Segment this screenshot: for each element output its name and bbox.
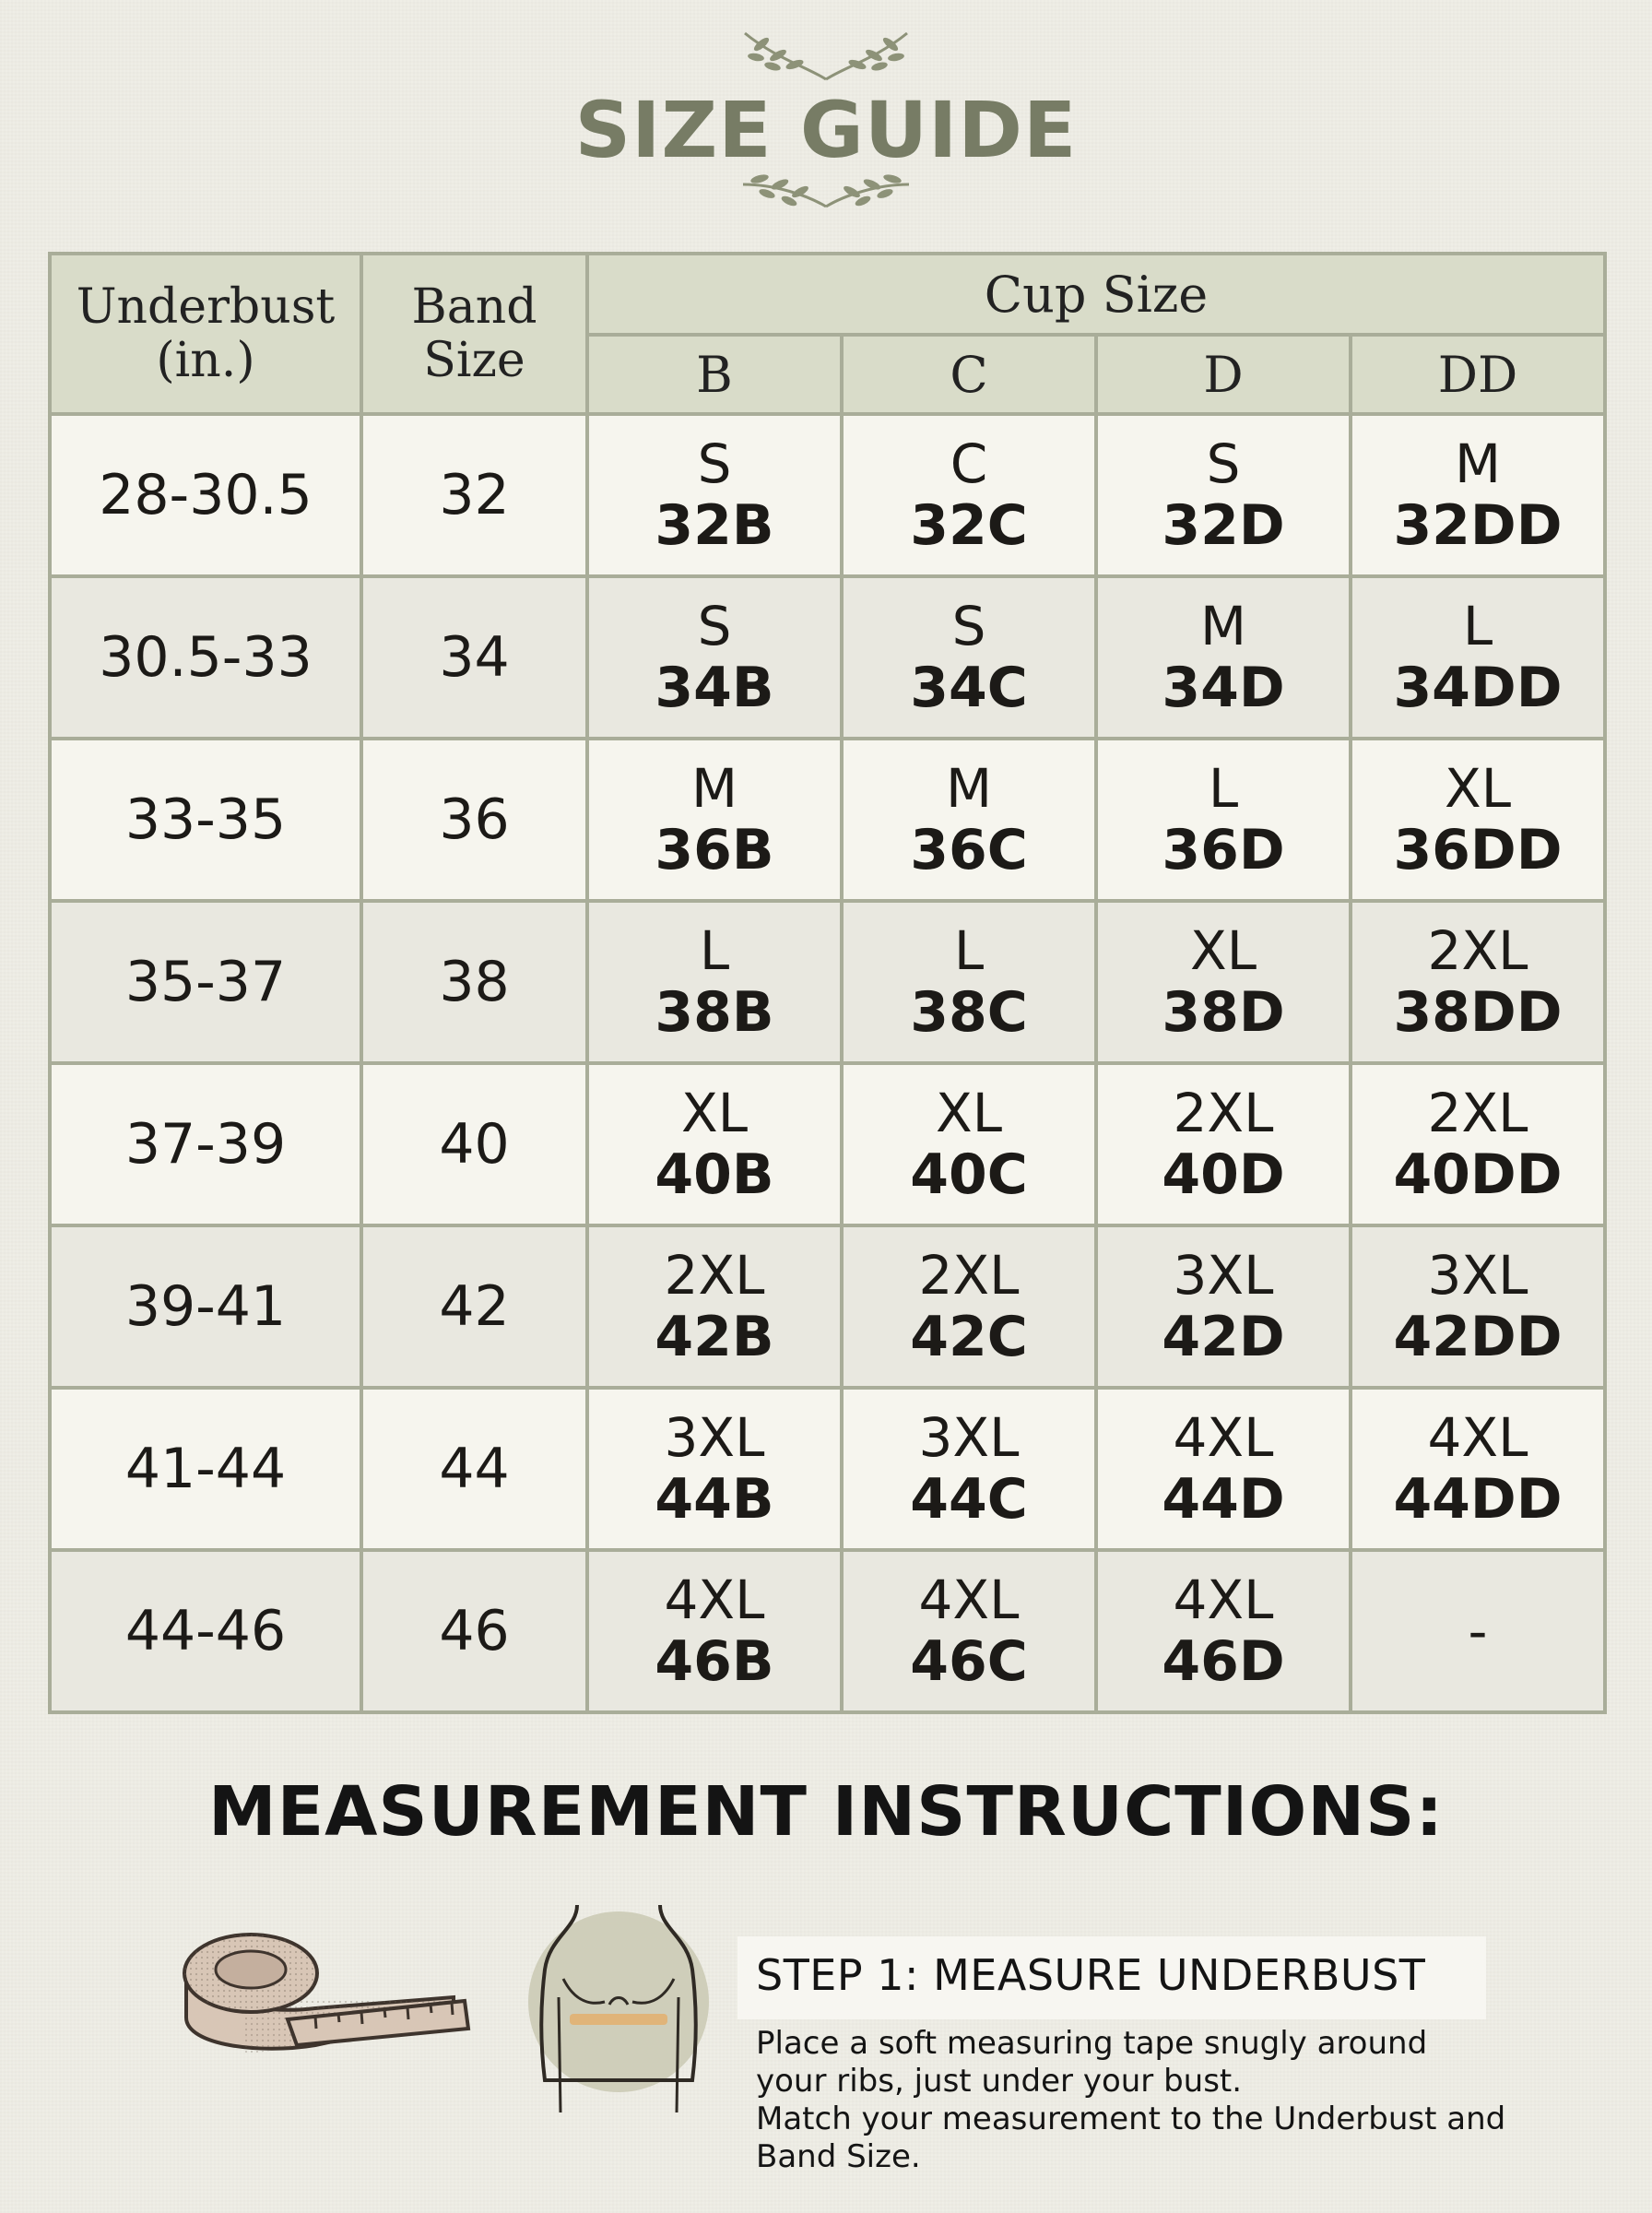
laurel-bottom-icon xyxy=(734,164,918,219)
size-cell xyxy=(1351,901,1605,1063)
size-cell xyxy=(1096,1388,1351,1550)
size-label: M xyxy=(1199,595,1247,657)
size-label: 4XL xyxy=(1173,1406,1274,1469)
bra-size-code: 42DD xyxy=(1393,1305,1563,1369)
table-row xyxy=(50,901,1605,1063)
bra-size-code: 40C xyxy=(910,1142,1028,1207)
header-cup-size: Cup Size xyxy=(587,254,1605,335)
bra-size-code: 36D xyxy=(1162,818,1285,882)
bra-size-code: 32DD xyxy=(1393,493,1563,558)
bra-size-code: 42D xyxy=(1162,1305,1285,1369)
band-size: 40 xyxy=(361,1063,587,1225)
size-label: M xyxy=(1454,432,1502,495)
band-size: 42 xyxy=(361,1225,587,1388)
size-cell xyxy=(587,414,842,576)
band-size: 38 xyxy=(361,901,587,1063)
size-label: 4XL xyxy=(1173,1568,1274,1631)
underbust-range: 33-35 xyxy=(50,739,361,901)
bra-size-code: 42B xyxy=(655,1305,774,1369)
size-label: 2XL xyxy=(664,1244,765,1307)
size-cell xyxy=(842,1550,1096,1712)
bra-size-code: 44C xyxy=(910,1467,1028,1532)
size-label: M xyxy=(945,757,993,820)
bra-size-code: 36DD xyxy=(1393,818,1563,882)
step1-line: your ribs, just under your bust. xyxy=(756,2063,1243,2100)
size-label: 2XL xyxy=(1173,1082,1274,1144)
underbust-range: 41-44 xyxy=(50,1388,361,1550)
band-size: 44 xyxy=(361,1388,587,1550)
band-size: 36 xyxy=(361,739,587,901)
bra-size-code: 34DD xyxy=(1393,656,1563,720)
bra-size-code: 40DD xyxy=(1393,1142,1563,1207)
bra-size-code: 32D xyxy=(1162,493,1285,558)
size-cell xyxy=(1351,1388,1605,1550)
size-cell xyxy=(1351,576,1605,739)
size-cell xyxy=(1351,739,1605,901)
instructions-title: MEASUREMENT INSTRUCTIONS: xyxy=(207,1772,1445,1852)
bra-size-code: 34D xyxy=(1162,656,1285,720)
size-cell xyxy=(1096,1550,1351,1712)
step1-line: Band Size. xyxy=(756,2138,921,2175)
table-row xyxy=(50,1550,1605,1712)
bra-size-code: 44D xyxy=(1162,1467,1285,1532)
table-row xyxy=(50,739,1605,901)
size-label: 2XL xyxy=(918,1244,1020,1307)
size-cell xyxy=(1351,414,1605,576)
size-label: - xyxy=(1468,1600,1488,1663)
size-cell xyxy=(1351,1550,1605,1712)
underbust-range: 30.5-33 xyxy=(50,576,361,739)
bra-size-code: 34B xyxy=(655,656,774,720)
size-label: 4XL xyxy=(664,1568,765,1631)
size-cell xyxy=(842,901,1096,1063)
size-label: C xyxy=(950,432,988,495)
step1-line: Place a soft measuring tape snugly around xyxy=(756,2025,1428,2062)
size-table xyxy=(48,252,1607,1714)
bra-size-code: 40D xyxy=(1162,1142,1285,1207)
size-label: L xyxy=(1208,757,1239,820)
size-cell xyxy=(1096,414,1351,576)
bra-size-code: 44B xyxy=(655,1467,774,1532)
underbust-range: 44-46 xyxy=(50,1550,361,1712)
band-size: 34 xyxy=(361,576,587,739)
underbust-range: 39-41 xyxy=(50,1225,361,1388)
size-label: 3XL xyxy=(918,1406,1020,1469)
step1-description xyxy=(756,2025,1586,2176)
header-cup-dd: DD xyxy=(1351,335,1605,414)
bra-size-code: 32C xyxy=(910,493,1028,558)
size-label: 2XL xyxy=(1427,919,1528,982)
bra-size-code: 32B xyxy=(655,493,774,558)
bra-size-code: 38C xyxy=(910,980,1028,1045)
size-label: L xyxy=(699,919,730,982)
size-cell xyxy=(842,576,1096,739)
size-cell xyxy=(1096,901,1351,1063)
bra-size-code: 38B xyxy=(655,980,774,1045)
size-label: S xyxy=(1206,432,1241,495)
size-label: S xyxy=(951,595,986,657)
bra-size-code: 42C xyxy=(910,1305,1028,1369)
measuring-tape-icon xyxy=(177,1916,472,2064)
size-label: XL xyxy=(1444,757,1512,820)
bra-size-code: 46C xyxy=(910,1629,1028,1694)
page-title: SIZE GUIDE xyxy=(574,85,1078,175)
bra-size-code: 46B xyxy=(655,1629,774,1694)
underbust-range: 37-39 xyxy=(50,1063,361,1225)
size-cell xyxy=(1096,576,1351,739)
size-label: 4XL xyxy=(918,1568,1020,1631)
bra-size-code: 46D xyxy=(1162,1629,1285,1694)
bra-size-code: 38DD xyxy=(1393,980,1563,1045)
band-size: 46 xyxy=(361,1550,587,1712)
size-label: 3XL xyxy=(1173,1244,1274,1307)
size-label: XL xyxy=(1189,919,1257,982)
size-label: M xyxy=(690,757,738,820)
table-row xyxy=(50,1388,1605,1550)
size-cell xyxy=(587,1063,842,1225)
step1-title: STEP 1: MEASURE UNDERBUST xyxy=(756,1950,1426,2000)
laurel-top-icon xyxy=(734,26,918,81)
bra-size-code: 38D xyxy=(1162,980,1285,1045)
size-label: 4XL xyxy=(1427,1406,1528,1469)
table-row xyxy=(50,414,1605,576)
size-cell xyxy=(587,739,842,901)
bra-size-code: 40B xyxy=(655,1142,774,1207)
size-cell xyxy=(587,576,842,739)
size-cell xyxy=(1351,1225,1605,1388)
size-label: XL xyxy=(935,1082,1003,1144)
size-label: 2XL xyxy=(1427,1082,1528,1144)
size-label: S xyxy=(697,595,732,657)
size-cell xyxy=(587,901,842,1063)
size-cell xyxy=(842,1225,1096,1388)
header xyxy=(0,18,1652,231)
header-cup-d: D xyxy=(1096,335,1351,414)
size-cell xyxy=(842,414,1096,576)
size-label: 3XL xyxy=(1427,1244,1528,1307)
band-size: 32 xyxy=(361,414,587,576)
table-row xyxy=(50,1225,1605,1388)
size-cell xyxy=(587,1550,842,1712)
underbust-range: 35-37 xyxy=(50,901,361,1063)
size-cell xyxy=(1351,1063,1605,1225)
torso-underbust-icon xyxy=(522,1887,715,2117)
size-cell xyxy=(587,1225,842,1388)
bra-size-code: 44DD xyxy=(1393,1467,1563,1532)
size-cell xyxy=(842,1388,1096,1550)
size-cell xyxy=(587,1388,842,1550)
header-underbust: Underbust (in.) xyxy=(50,254,361,414)
size-label: L xyxy=(953,919,985,982)
size-cell xyxy=(1096,739,1351,901)
header-cup-b: B xyxy=(587,335,842,414)
size-cell xyxy=(1096,1225,1351,1388)
header-band-size: Band Size xyxy=(361,254,587,414)
size-label: 3XL xyxy=(664,1406,765,1469)
underbust-range: 28-30.5 xyxy=(50,414,361,576)
size-cell xyxy=(842,1063,1096,1225)
bra-size-code: 34C xyxy=(910,656,1028,720)
size-label: S xyxy=(697,432,732,495)
size-label: XL xyxy=(680,1082,749,1144)
step1-line: Match your measurement to the Underbust and xyxy=(756,2101,1506,2137)
table-row xyxy=(50,576,1605,739)
bra-size-code: 36B xyxy=(655,818,774,882)
bra-size-code: 36C xyxy=(910,818,1028,882)
size-label: L xyxy=(1462,595,1493,657)
table-row xyxy=(50,1063,1605,1225)
size-cell xyxy=(842,739,1096,901)
size-cell xyxy=(1096,1063,1351,1225)
header-cup-c: C xyxy=(842,335,1096,414)
